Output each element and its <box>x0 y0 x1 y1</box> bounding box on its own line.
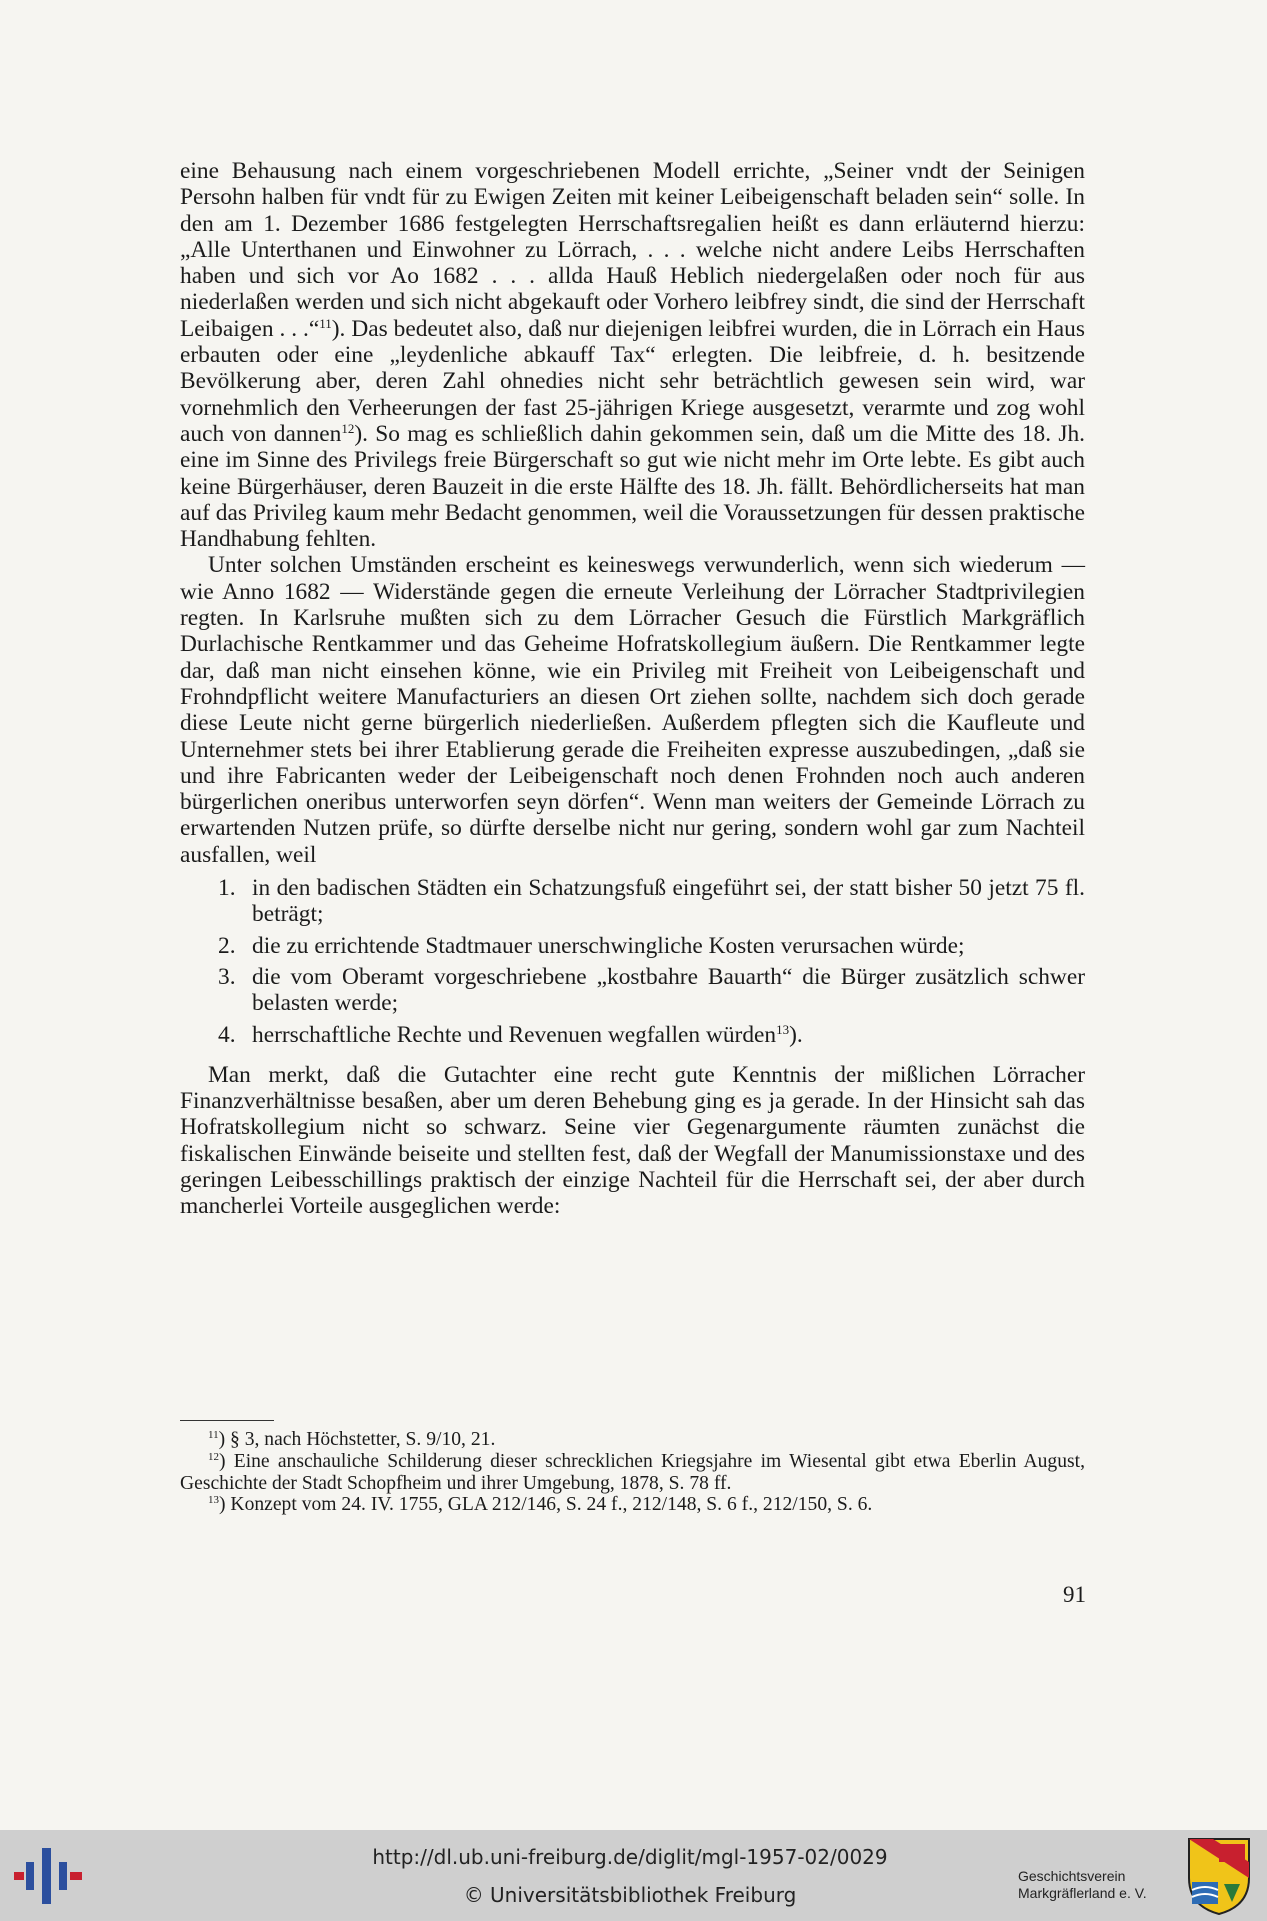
footnote-13: $^{13}$) Konzept vom 24. IV. 1755, GLA 212/146, S. 24 f., 212/148, S. 6 f., 212/150, S. 6. <box>208 1494 873 1516</box>
copyright-text: © Universitätsbibliothek Freiburg <box>463 1883 797 1907</box>
footnote-ref-11: 11 <box>319 315 332 331</box>
ub-freiburg-logo-icon[interactable] <box>14 1842 84 1910</box>
list-item: 4. herrschaftliche Rechte und Revenuen wegfallen würden$^{13}$). <box>218 1021 803 1048</box>
footnote-ref-13: 13 <box>776 1021 790 1037</box>
list-item: 1. in den badischen Städten ein Schatzungsfuß eingeführt sei, der statt bisher 50 jetzt 75 fl. beträgt; <box>218 875 1085 928</box>
paragraph-3: Man merkt, daß die Gutachter eine recht gute Kenntnis der mißlichen Lörracher Finanzverhältnisse besaßen, aber um deren Behebung ging es ja gerade. In der Hinsicht sah das Hofratskollegium nicht so schwarz. Seine vier Gegenargumente räumten zunächst die fiskalischen Einwände beiseite und stellten fest, daß der Wegfall der Manumissionstaxe und des geringen Leibesschillings praktisch der einzige Nachteil für die Herrschaft sei, der aber durch mancherlei Vorteile ausgeglichen werde: <box>180 1061 1085 1220</box>
footnotes <box>180 1429 1085 1516</box>
body-text <box>180 158 1085 1220</box>
footnote-12: $^{12}$) Eine anschauliche Schilderung dieser schrecklichen Kriegsjahre im Wiesental gibt etwa Eberlin August, Geschichte der Stadt Schopfheim und ihrer Umgebung, 1878, S. 78 ff. <box>180 1450 1085 1494</box>
footnote-divider <box>180 1420 274 1421</box>
society-name: Geschichtsverein Markgräflerland e. V. <box>1018 1868 1147 1901</box>
coat-of-arms-icon <box>1186 1836 1252 1916</box>
footnote-11: $^{11}$) § 3, nach Höchstetter, S. 9/10, 21. <box>208 1429 496 1450</box>
numbered-list <box>180 875 1085 1048</box>
document-url-link[interactable]: http://dl.ub.uni-freiburg.de/diglit/mgl-1957-02/0029 <box>372 1845 888 1869</box>
footnote-ref-12: 12 <box>341 420 355 436</box>
paragraph-2: Unter solchen Umständen erscheint es keineswegs verwunderlich, wenn sich wiederum — wie Anno 1682 — Widerstände gegen die erneute Verleihung der Lörracher Stadtprivilegien regten. In Karlsruhe mußten sich zu dem Lörracher Gesuch die Fürstlich Markgräflich Durlachische Rentkammer und das Geheime Hofratskollegium äußern. Die Rentkammer legte dar, daß man nicht einsehen könne, wie ein Privileg mit Freiheit von Leibeigenschaft und Frohndpflicht weitere Manufacturiers an diesen Ort ziehen sollte, nachdem sich doch gerade diese Leute nicht gerne bürgerlich niederließen. Außerdem pflegten sich die Kaufleute und Unternehmer stets bei ihrer Etablierung gerade die Freiheiten expresse auszubedingen, „daß sie und ihre Fabricanten weder der Leibeigenschaft noch denen Frohnden noch auch anderen bürgerlichen oneribus unterworfen seyn dörfen“. Wenn man weiters der Gemeinde Lörrach zu erwartenden Nutzen prüfe, so dürfte derselbe nicht nur gering, sondern wohl gar zum Nachteil ausfallen, weil <box>180 552 1085 868</box>
page-number: 91 <box>1063 1582 1086 1607</box>
list-item: 2. die zu errichtende Stadtmauer unerschwingliche Kosten verursachen würde; <box>218 932 965 959</box>
paragraph-1: eine Behausung nach einem vorgeschriebenen Modell errichte, „Seiner vndt der Seinigen Persohn halben für vndt für zu Ewigen Zeiten mit keiner Leibeigenschaft beladen sein“ solle. In den am 1. Dezember 1686 festgelegten Herrschaftsregalien heißt es dann erläuternd hierzu: „Alle Unterthanen und Einwohner zu Lörrach, . . . welche nicht andere Leibs Herrschaften haben und sich vor Ao 1682 . . . allda Hauß Heblich niedergelaßen oder noch für aus niederlaßen werden und sich nicht abgekauft oder Vorhero leibfrey sindt, die sind der Herrschaft Leibaigen . . .“$^{11}$). Das bedeutet also, daß nur diejenigen leibfrei wurden, die in Lörrach ein Haus erbauten oder eine „leydenliche abkauff Tax“ erlegten. Die leibfreie, d. h. besitzende Bevölkerung aber, deren Zahl ohnedies nicht sehr beträchtlich gewesen sein wird, war vornehmlich den Verheerungen der fast 25-jährigen Kriege ausgesetzt, verarmte und zog wohl auch von dannen$^{12}$). So mag es schließlich dahin gekommen sein, daß um die Mitte des 18. Jh. eine im Sinne des Privilegs freie Bürgerschaft so gut wie nicht mehr im Orte lebte. Es gibt auch keine Bürgerhäuser, deren Bauzeit in die erste Hälfte des 18. Jh. fällt. Behördlicherseits hat man auf das Privileg kaum mehr Bedacht genommen, weil die Voraussetzungen für dessen praktische Handhabung fehlten. <box>180 158 1086 553</box>
list-item: 3. die vom Oberamt vorgeschriebene „kostbahre Bauarth“ die Bürger zusätzlich schwer belasten werde; <box>218 963 1085 1017</box>
